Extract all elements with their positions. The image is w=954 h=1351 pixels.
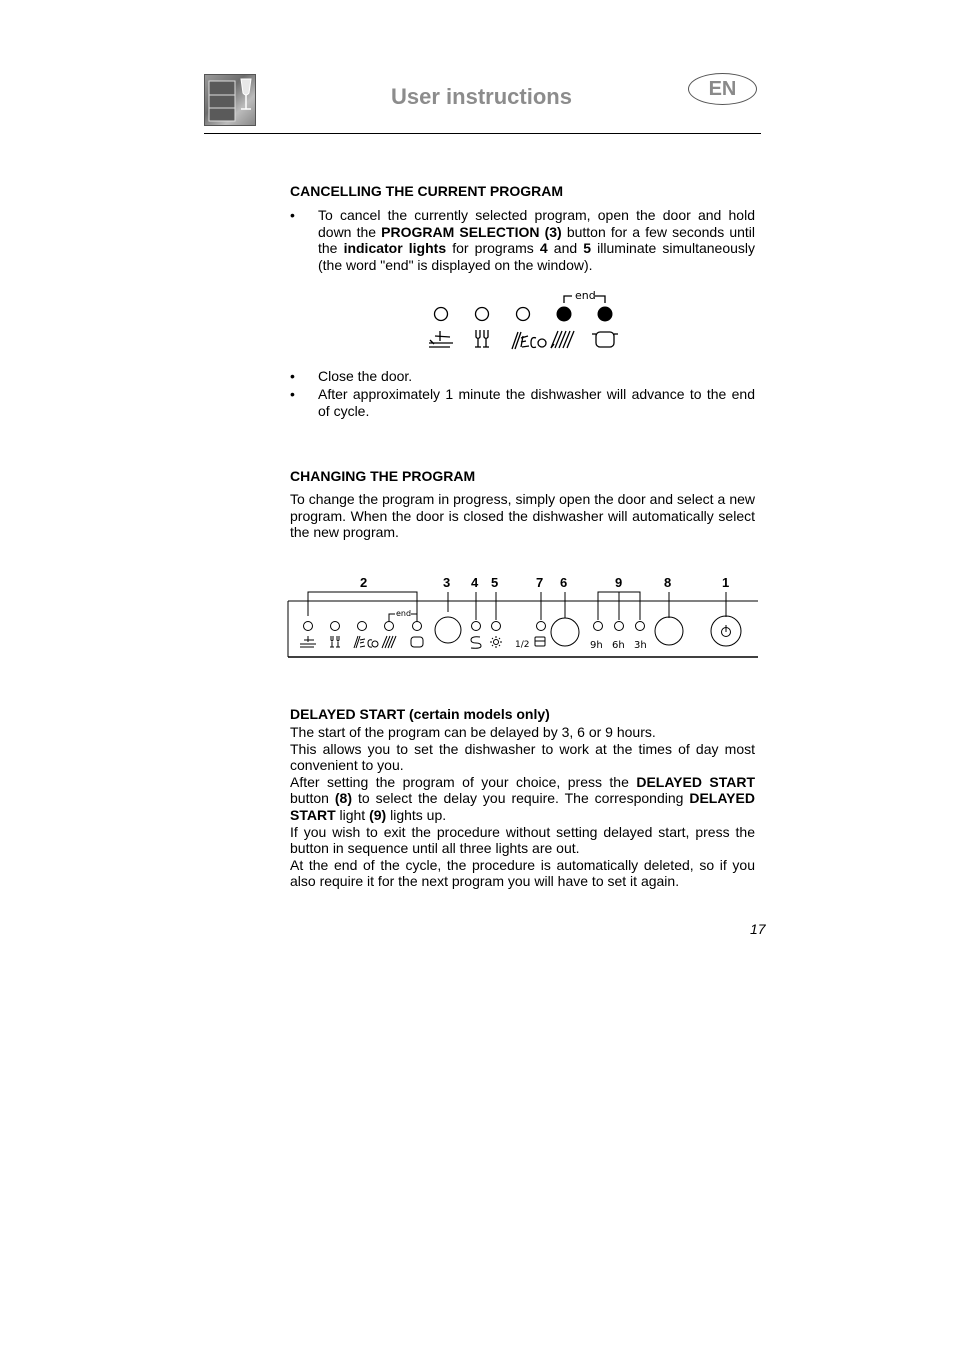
light-program-3: [517, 308, 530, 321]
delay-label-9h: 9h: [590, 640, 603, 651]
panel-number-3: 3: [443, 575, 451, 590]
panel-number-2: 2: [360, 575, 368, 590]
panel-number-5: 5: [491, 575, 499, 590]
delay-label-3h: 3h: [634, 640, 647, 651]
control-panel-diagram: [286, 570, 760, 662]
delayed-line-5: At the end of the cycle, the procedure is automatically deleted, so if you also require it for the next program you will have to set it again.: [290, 856, 755, 890]
end-label: end: [575, 289, 596, 302]
delayed-line-2: This allows you to set the dishwasher to work at the times of day most convenient to you.: [290, 740, 755, 774]
language-badge: EN: [688, 73, 757, 105]
header-divider: [204, 133, 761, 134]
delayed-line-1: The start of the program can be delayed by 3, 6 or 9 hours.: [290, 724, 656, 740]
changing-program-text: To change the program in progress, simply open the door and select a new program. When the door is closed the dishwasher will automatically select the new program.: [290, 491, 755, 541]
section-heading-cancelling: CANCELLING THE CURRENT PROGRAM: [290, 183, 563, 199]
light-program-5-lit: [598, 307, 613, 322]
bullet-dot: •: [290, 386, 295, 402]
program-3-icon: [512, 332, 546, 349]
program-2-icon: [475, 330, 489, 347]
indicator-lights-figure: [420, 286, 630, 356]
panel-number-8: 8: [664, 575, 672, 590]
panel-number-7: 7: [536, 575, 544, 590]
delayed-start-text: [290, 724, 755, 890]
end-bracket-right: [595, 296, 605, 303]
panel-number-6: 6: [560, 575, 568, 590]
panel-number-9: 9: [615, 575, 623, 590]
end-bracket-left: [564, 296, 572, 303]
page-number: 17: [750, 921, 766, 937]
delayed-line-4: If you wish to exit the procedure without setting delayed start, press the button in sequence until all three lights are out.: [290, 823, 755, 857]
panel-number-1: 1: [722, 575, 730, 590]
section-heading-delayed-start: DELAYED START (certain models only): [290, 706, 550, 722]
cancel-instructions: To cancel the currently selected program, open the door and hold down the PROGRAM SELECTION (3) button for a few seconds until the indicator lights for programs 4 and 5 illuminate simultaneously (the word "end" is displayed on the window).: [318, 207, 756, 273]
half-load-label: 1/2: [515, 640, 530, 650]
delay-label-6h: 6h: [612, 640, 625, 651]
light-program-1: [435, 308, 448, 321]
section-heading-changing: CHANGING THE PROGRAM: [290, 468, 476, 484]
program-1-icon: [429, 331, 453, 347]
bullet-dot: •: [290, 368, 295, 384]
panel-end-label: end: [396, 609, 412, 618]
advance-step: After approximately 1 minute the dishwasher will advance to the end of cycle.: [318, 386, 755, 419]
close-door-step: Close the door.: [318, 368, 413, 384]
bullet-dot: •: [290, 207, 295, 223]
panel-number-4: 4: [471, 575, 479, 590]
delayed-line-3: After setting the program of your choice, press the DELAYED START button (8) to select the delay you require. The corresponding DELAYED START light (9) lights up.: [290, 773, 756, 823]
program-4-icon: [551, 331, 574, 348]
light-program-4-lit: [557, 307, 572, 322]
dishwasher-logo: [204, 74, 256, 126]
light-program-2: [476, 308, 489, 321]
page-title: User instructions: [391, 84, 572, 109]
program-5-icon: [592, 332, 618, 347]
